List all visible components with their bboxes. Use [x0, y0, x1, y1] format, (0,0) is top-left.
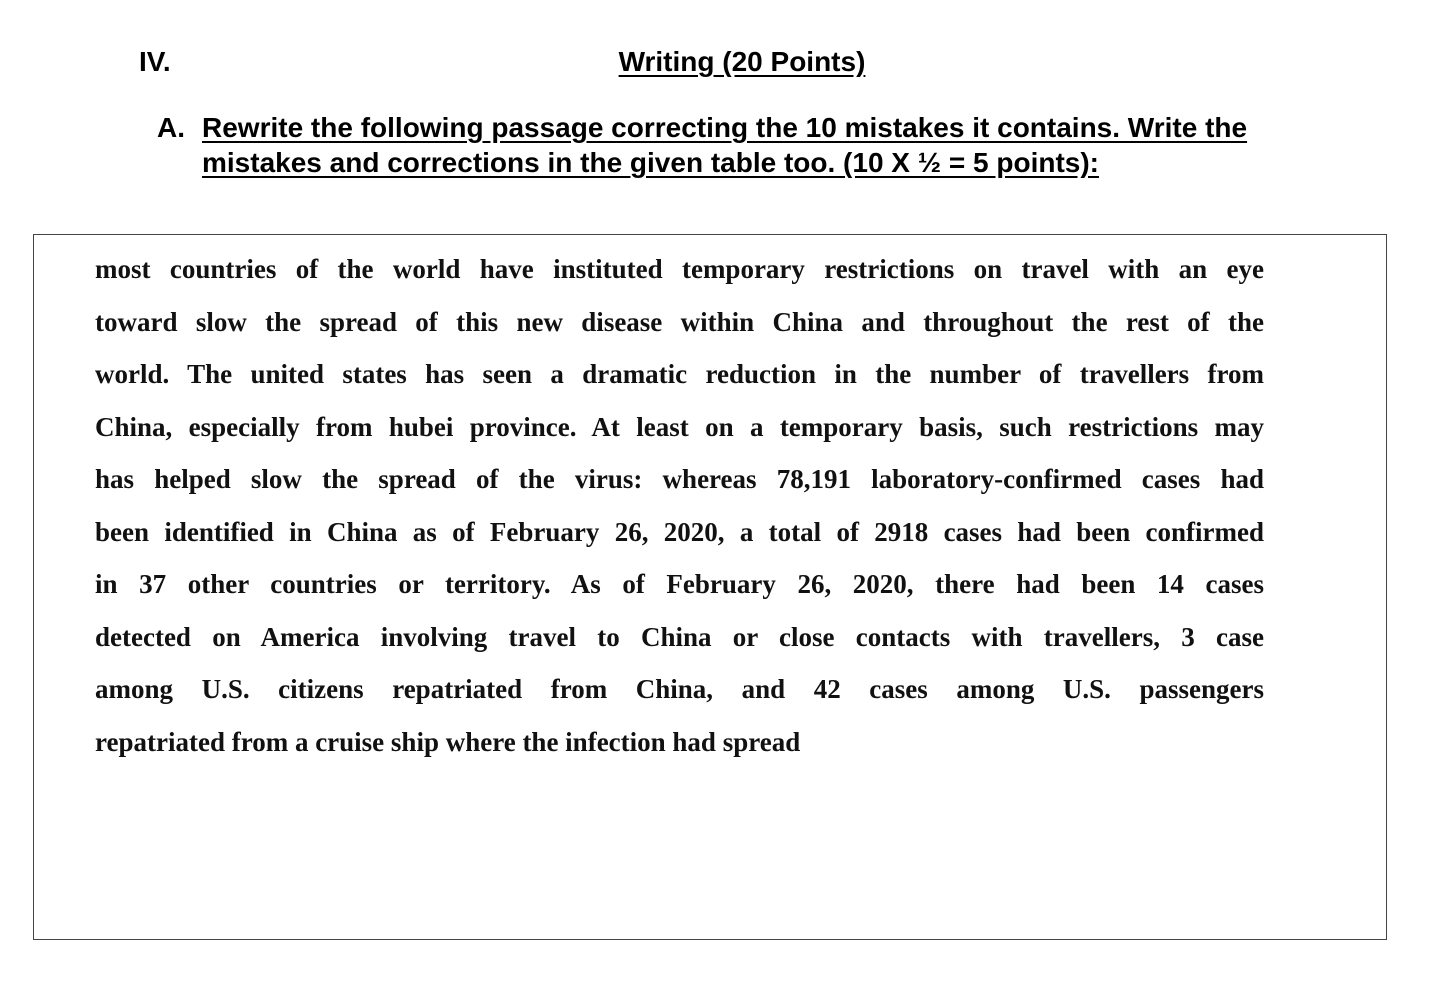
task-instruction [157, 110, 1297, 180]
passage-line: has helped slow the spread of the virus: whereas 78,191 laboratory-confirmed cases had [95, 464, 1264, 494]
passage-line: repatriated from a cruise ship where the infection had spread [95, 726, 801, 757]
passage-line: among U.S. citizens repatriated from China, and 42 cases among U.S. passengers [95, 674, 1264, 704]
section-number: IV. [139, 46, 171, 77]
passage-line: toward slow the spread of this new disease within China and throughout the rest of the [95, 306, 1264, 337]
passage-line: detected on America involving travel to China or close contacts with travellers, 3 case [95, 621, 1264, 652]
passage-line: China, especially from hubei province. At least on a temporary basis, such restrictions may [95, 411, 1264, 442]
passage-line: been identified in China as of February 26, 2020, a total of 2918 cases had been confirmed [95, 516, 1264, 547]
passage-line: most countries of the world have instituted temporary restrictions on travel with an eye [95, 254, 1264, 284]
task-text: Rewrite the following passage correcting the 10 mistakes it contains. Write the mistakes and corrections in the given table too. (10 X ½ = 5 points): [202, 112, 1248, 178]
passage-line: world. The united states has seen a dramatic reduction in the number of travellers from [95, 359, 1264, 389]
passage-text [95, 251, 1264, 776]
passage-box [33, 234, 1387, 940]
task-label: A. [157, 112, 185, 143]
passage-line: in 37 other countries or territory. As of February 26, 2020, there had been 14 cases [95, 569, 1264, 599]
section-title: Writing (20 Points) [618, 46, 866, 77]
